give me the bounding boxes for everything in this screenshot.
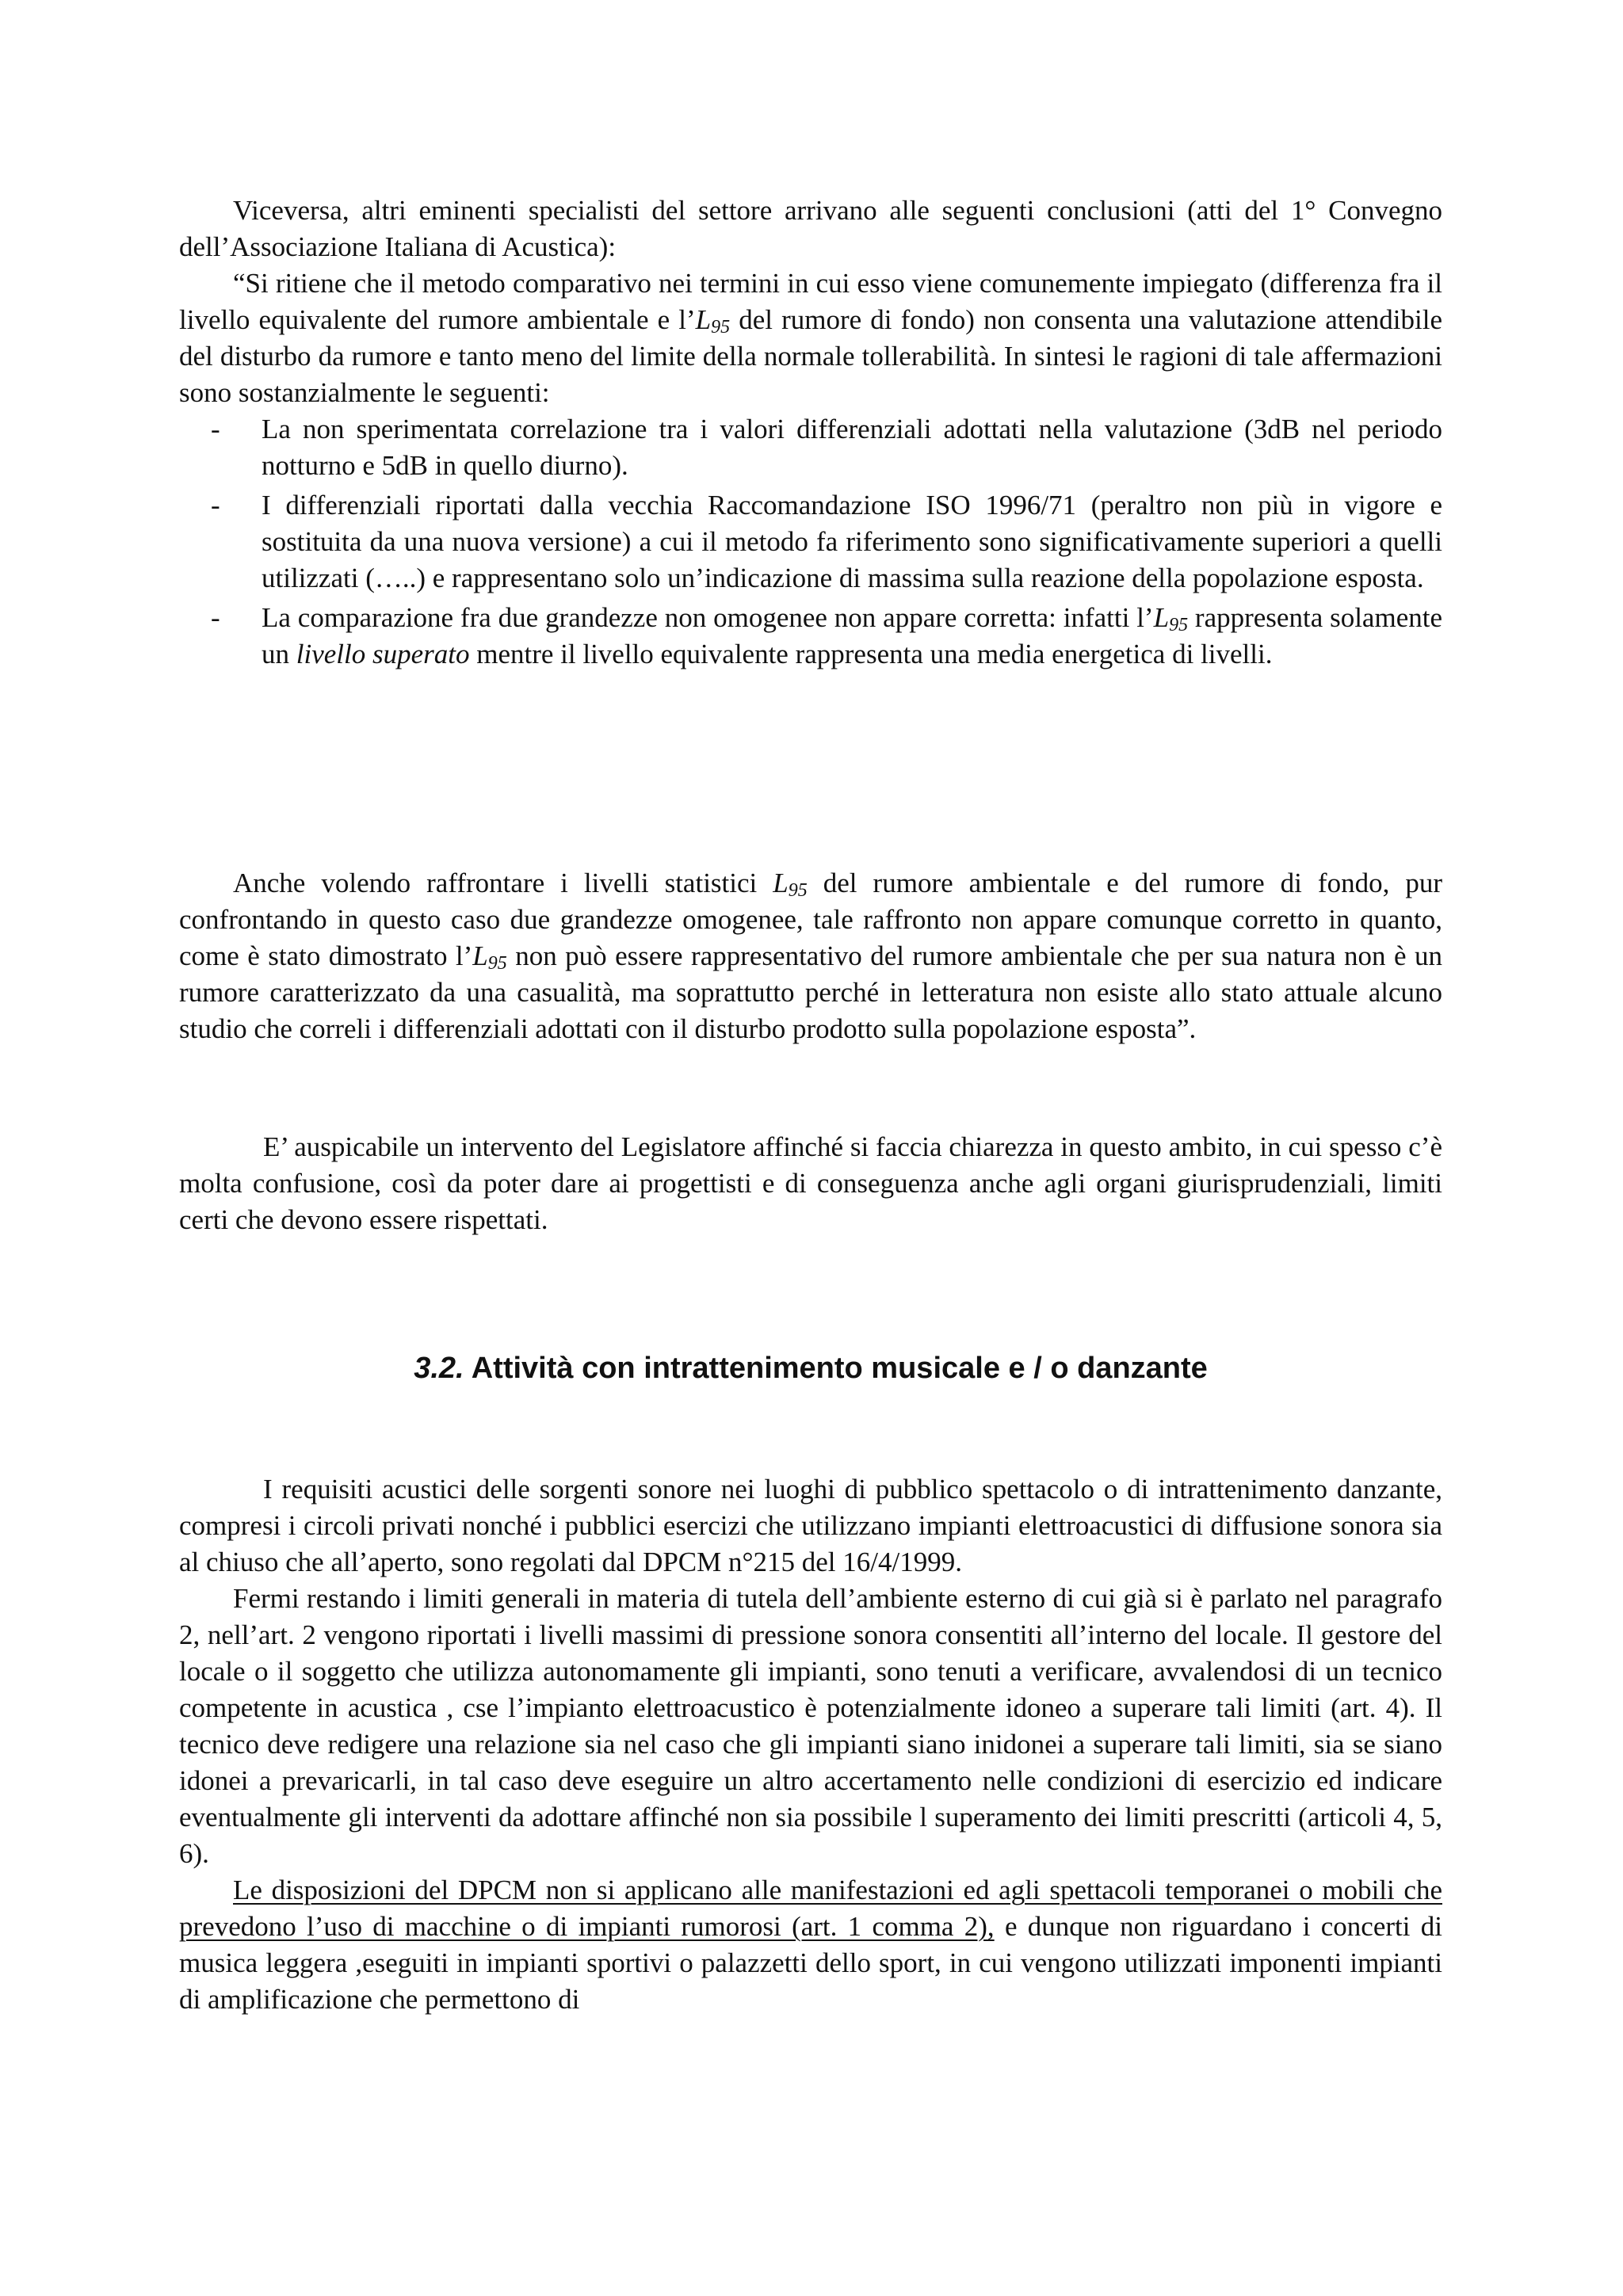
statistical-levels-block: [179, 865, 1442, 1047]
section-title: Attività con intrattenimento musicale e / o danzante: [471, 1352, 1208, 1385]
quote-paragraph: [179, 265, 1442, 411]
italic-term: livello superato: [296, 639, 470, 669]
quote-text-start: “Si ritiene che il metodo comparativo nei termini in cui esso viene comunemente impiegato (differenza fra il livello equivalente del rumore ambientale e l’: [179, 268, 1442, 335]
list-item: - La non sperimentata correlazione tra i valori differenziali adottati nella valutazione (3dB nel periodo notturno e 5dB in quello diurno).: [179, 411, 1442, 484]
requirements-paragraph: I requisiti acustici delle sorgenti sonore nei luoghi di pubblico spettacolo o di intrattenimento danzante, compresi i circoli privati nonché i pubblici esercizi che utilizzano impianti elettroacustici di diffusione sonora sia al chiuso che all’aperto, sono regolati dal DPCM n°215 del 16/4/1999.: [179, 1474, 1442, 1577]
exemptions-paragraph: Le disposizioni del DPCM non si applicano alle manifestazioni ed agli spettacoli temporanei o mobili che prevedono l’uso di macchine o di impianti rumorosi (art. 1 comma 2), e dunque non riguardano i concerti di musica leggera ,eseguiti in impianti sportivi o palazzetti dello sport, in cui vengono utilizzati imponenti impianti di amplificazione che permettono di: [179, 1875, 1442, 2015]
limits-paragraph: Fermi restando i limiti generali in materia di tutela dell’ambiente esterno di cui già si è parlato nel paragrafo 2, nell’art. 2 vengono riportati i livelli massimi di pressione sonora consentiti all’interno del locale. Il gestore del locale o il soggetto che utilizza autonomamente gli impianti, sono tenuti a verificare, avvalendosi di un tecnico competente in acustica , cse l’impianto elettroacustico è potenzialmente idoneo a superare tali limiti (art. 4). Il tecnico deve redigere una relazione sia nel caso che gli impianti siano inidonei a superare tali limiti, sia se siano idonei a prevaricarli, in tal caso deve eseguire un altro accertamento nelle condizioni di esercizio ed indicare eventualmente gli interventi da adottare affinché non sia possibile l superamento dei limiti prescritti (articoli 4, 5, 6).: [179, 1583, 1442, 1869]
section-number: 3.2.: [414, 1352, 464, 1385]
intro-paragraph: Viceversa, altri eminenti specialisti del settore arrivano alle seguenti conclusioni (atti del 1° Convegno dell’Associazione Italiana di Acustica):: [179, 195, 1442, 262]
intro-block: [179, 193, 1442, 676]
l95-symbol: $L_{95}$: [472, 940, 507, 974]
list-item: - I differenziali riportati dalla vecchia Raccomandazione ISO 1996/71 (peraltro non più in vigore e sostituita da una nuova versione) a cui il metodo fa riferimento sono significativamente superiori a quelli utilizzati (…..) e rappresentano solo un’indicazione di massima sulla reazione della popolazione esposta.: [179, 487, 1442, 597]
list-item: - La comparazione fra due grandezze non omogenee non appare corretta: infatti $l’L_{95}$ rappresenta solamente un livello superato mentre il livello equivalente rappresenta una media energetica di livelli.: [179, 600, 1442, 673]
dash-marker: -: [211, 602, 220, 633]
section-heading: [179, 1348, 1442, 1388]
underlined-text: Le disposizioni del DPCM non si applicano alle manifestazioni ed agli spettacoli temporanei o mobili che prevedono l’uso di macchine o di impianti rumorosi (art. 1 comma 2),: [179, 1875, 1442, 1942]
reasons-list: [179, 411, 1442, 673]
quote-text-end: del rumore di fondo) non consenta una valutazione attendibile del disturbo da rumore e tanto meno del limite della normale tollerabilità. In sintesi le ragioni di tale affermazioni sono sostanzialmente le seguenti:: [179, 304, 1442, 408]
legislator-block: [179, 1129, 1442, 1238]
statistical-levels-paragraph: Anche volendo raffrontare i livelli statistici $L_{95}$ del rumore ambientale e del rumore di fondo, pur confrontando in questo caso due grandezze omogenee, tale raffronto non appare comunque corretto in quanto, come è stato dimostrato $l’L_{95}$ non può essere rappresentativo del rumore ambientale che per sua natura non è un rumore caratterizzato da una casualità, ma soprattutto perché in letteratura non esiste allo stato attuale alcuno studio che correli i differenziali adottati con il disturbo prodotto sulla popolazione esposta”.: [179, 868, 1442, 1044]
l95-symbol: $L_{95}$: [695, 304, 731, 338]
legislator-paragraph: E’ auspicabile un intervento del Legislatore affinché si faccia chiarezza in questo ambito, in cui spesso c’è molta confusione, così da poter dare ai progettisti e di conseguenza anche agli organi giurisprudenziali, limiti certi che devono essere rispettati.: [179, 1131, 1442, 1235]
dash-marker: -: [211, 414, 220, 444]
l95-symbol: $L_{95}$: [773, 868, 808, 901]
dash-marker: -: [211, 490, 220, 521]
section-body: [179, 1471, 1442, 2018]
l95-symbol: $L_{95}$: [1153, 602, 1189, 635]
